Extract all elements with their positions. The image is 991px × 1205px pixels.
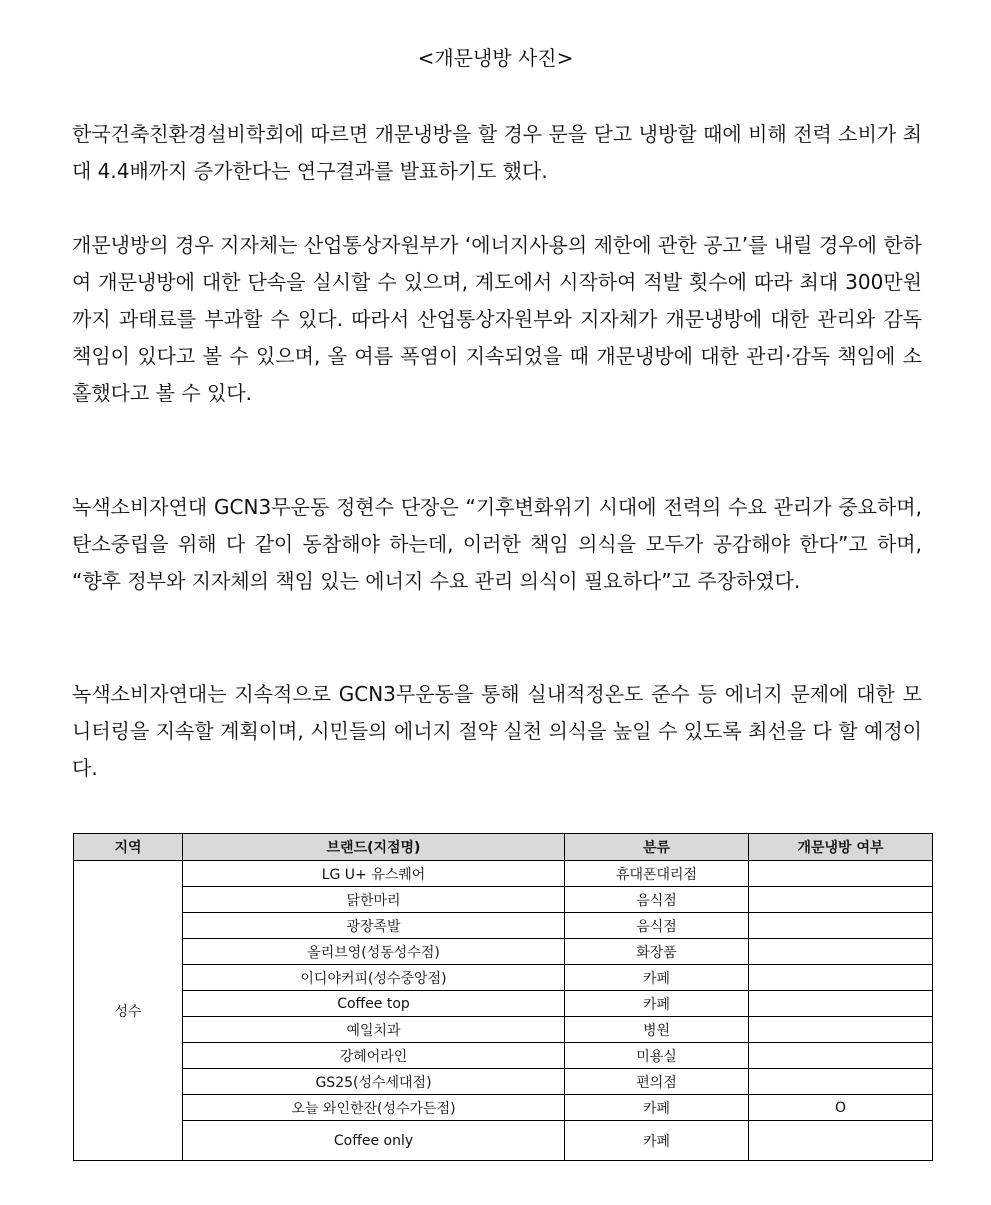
open-door-cell xyxy=(749,1069,933,1095)
table-row xyxy=(74,861,933,887)
open-door-cell xyxy=(749,1043,933,1069)
brand-cell: Coffee top xyxy=(183,991,565,1017)
paragraph-2: 개문냉방의 경우 지자체는 산업통상자원부가 ‘에너지사용의 제한에 관한 공고’를 내릴 경우에 한하여 개문냉방에 대한 단속을 실시할 수 있으며, 계도에서 시작하여 적발 횟수에 따라 최대 300만원까지 과태료를 부과할 수 있다. 따라서 산업통상자원부와 지자체가 개문냉방에 대한 관리와 감독 책임이 있다고 볼 수 있으며, 올 여름 폭염이 지속되었을 때 개문냉방에 대한 관리·감독 책임에 소홀했다고 볼 수 있다. xyxy=(72,233,922,405)
table-row xyxy=(74,991,933,1017)
header-region: 지역 xyxy=(74,834,183,861)
category-cell: 편의점 xyxy=(565,1069,749,1095)
brand-cell: 이디야커피(성수중앙점) xyxy=(183,965,565,991)
survey-table xyxy=(73,833,933,1161)
open-door-cell xyxy=(749,1017,933,1043)
region-cell: 성수 xyxy=(74,861,183,1161)
table-row xyxy=(74,939,933,965)
table-row xyxy=(74,1121,933,1161)
brand-cell: 광장족발 xyxy=(183,913,565,939)
brand-cell: 오늘 와인한잔(성수가든점) xyxy=(183,1095,565,1121)
category-cell: 음식점 xyxy=(565,913,749,939)
brand-cell: LG U+ 유스퀘어 xyxy=(183,861,565,887)
open-door-cell xyxy=(749,913,933,939)
open-door-cell xyxy=(749,939,933,965)
photo-caption-title: <개문냉방 사진> xyxy=(417,46,574,70)
category-cell: 카페 xyxy=(565,965,749,991)
header-category: 분류 xyxy=(565,834,749,861)
brand-cell: Coffee only xyxy=(183,1121,565,1161)
open-door-cell xyxy=(749,965,933,991)
category-cell: 병원 xyxy=(565,1017,749,1043)
open-door-cell: O xyxy=(749,1095,933,1121)
category-cell: 카페 xyxy=(565,1121,749,1161)
brand-cell: 올리브영(성동성수점) xyxy=(183,939,565,965)
header-open-door: 개문냉방 여부 xyxy=(749,834,933,861)
table-row xyxy=(74,913,933,939)
table-row xyxy=(74,1095,933,1121)
category-cell: 카페 xyxy=(565,991,749,1017)
open-door-cell xyxy=(749,991,933,1017)
header-brand: 브랜드(지점명) xyxy=(183,834,565,861)
brand-cell: 강헤어라인 xyxy=(183,1043,565,1069)
table-header-row xyxy=(74,834,933,861)
brand-cell: 닭한마리 xyxy=(183,887,565,913)
table-row xyxy=(74,1069,933,1095)
open-door-cell xyxy=(749,887,933,913)
paragraph-3: 녹색소비자연대 GCN3무운동 정현수 단장은 “기후변화위기 시대에 전력의 수요 관리가 중요하며, 탄소중립을 위해 다 같이 동참해야 하는데, 이러한 책임 의식을 모두가 공감해야 한다”고 하며, “향후 정부와 지자체의 책임 있는 에너지 수요 관리 의식이 필요하다”고 주장하였다. xyxy=(72,495,922,593)
table-row xyxy=(74,887,933,913)
category-cell: 미용실 xyxy=(565,1043,749,1069)
category-cell: 휴대폰대리점 xyxy=(565,861,749,887)
category-cell: 화장품 xyxy=(565,939,749,965)
brand-cell: GS25(성수세대점) xyxy=(183,1069,565,1095)
paragraph-1: 한국건축친환경설비학회에 따르면 개문냉방을 할 경우 문을 닫고 냉방할 때에 비해 전력 소비가 최대 4.4배까지 증가한다는 연구결과를 발표하기도 했다. xyxy=(72,122,922,183)
paragraph-4: 녹색소비자연대는 지속적으로 GCN3무운동을 통해 실내적정온도 준수 등 에너지 문제에 대한 모니터링을 지속할 계획이며, 시민들의 에너지 절약 실천 의식을 높일 수 있도록 최선을 다 할 예정이다. xyxy=(72,682,922,780)
open-door-cell xyxy=(749,1121,933,1161)
brand-cell: 예일치과 xyxy=(183,1017,565,1043)
category-cell: 카페 xyxy=(565,1095,749,1121)
open-door-cell xyxy=(749,861,933,887)
table-row xyxy=(74,965,933,991)
table-row xyxy=(74,1043,933,1069)
category-cell: 음식점 xyxy=(565,887,749,913)
table-row xyxy=(74,1017,933,1043)
